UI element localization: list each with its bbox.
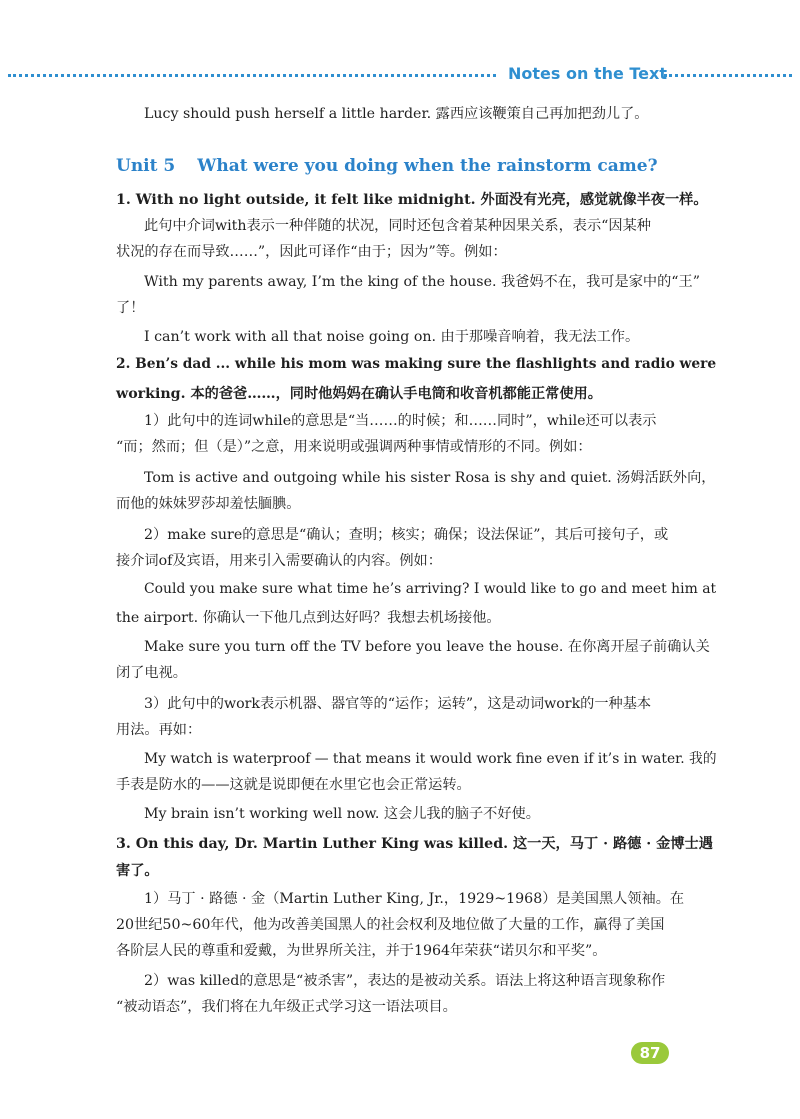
- example-line: With my parents away, I’m the king of the house. 我爸妈不在，我可是家中的“王”: [144, 274, 700, 290]
- example-line: Tom is active and outgoing while his sister Rosa is shy and quiet. 汤姆活跃外向，: [144, 470, 716, 486]
- example-line: Lucy should push herself a little harder. 露西应该鞭策自己再加把劲儿了。: [144, 106, 649, 122]
- example-line: 手表是防水的——这就是说即便在水里它也会正常运转。: [116, 777, 471, 793]
- paragraph-line: 2）was killed的意思是“被杀害”，表达的是被动关系。语法上将这种语言现象称作: [144, 973, 666, 989]
- paragraph-line: 各阶层人民的尊重和爱戴，为世界所关注，并于1964年荣获“诺贝尔和平奖”。: [116, 943, 607, 959]
- note-heading-1: 1. With no light outside, it felt like midnight. 外面没有光亮，感觉就像半夜一样。: [116, 192, 708, 208]
- example-line: Make sure you turn off the TV before you leave the house. 在你离开屋子前确认关: [144, 639, 710, 655]
- example-line: the airport. 你确认一下他几点到达好吗？我想去机场接他。: [116, 610, 501, 626]
- example-line: Could you make sure what time he’s arriving? I would like to go and meet him at: [144, 581, 717, 597]
- unit-heading: [116, 156, 658, 176]
- running-header: [0, 62, 800, 88]
- paragraph-line: 2）make sure的意思是“确认；查明；核实；确保；设法保证”，其后可接句子，或: [144, 527, 669, 543]
- unit-title: What were you doing when the rainstorm came?: [197, 156, 658, 176]
- example-line: 了！: [116, 300, 145, 316]
- note-heading-3-cont: 害了。: [116, 863, 159, 879]
- paragraph-line: 20世纪50~60年代，他为改善美国黑人的社会权利及地位做了大量的工作，赢得了美国: [116, 917, 665, 933]
- header-title: Notes on the Text: [508, 64, 667, 83]
- header-dotted-rule-right: [664, 74, 792, 77]
- example-line: 而他的妹妹罗莎却羞怯腼腆。: [116, 496, 301, 512]
- paragraph-line: 用法。再如：: [116, 722, 202, 738]
- note-heading-3: 3. On this day, Dr. Martin Luther King was killed. 这一天，马丁 · 路德 · 金博士遇: [116, 836, 713, 852]
- paragraph-line: 状况的存在而导致……”，因此可译作“由于；因为”等。例如：: [116, 244, 507, 260]
- paragraph-line: 1）此句中的连词while的意思是“当……的时候；和……同时”，while还可以表示: [144, 413, 657, 429]
- paragraph-line: “而；然而；但（是）”之意，用来说明或强调两种事情或情形的不同。例如：: [116, 439, 592, 455]
- paragraph-line: “被动语态”，我们将在九年级正式学习这一语法项目。: [116, 999, 457, 1015]
- paragraph-line: 接介词of及宾语，用来引入需要确认的内容。例如：: [116, 553, 442, 569]
- paragraph-line: 此句中介词with表示一种伴随的状况，同时还包含着某种因果关系，表示“因某种: [144, 218, 651, 234]
- header-dotted-rule-left: [8, 74, 496, 77]
- example-line: My brain isn’t working well now. 这会儿我的脑子不好使。: [144, 806, 540, 822]
- example-line: My watch is waterproof — that means it would work fine even if it’s in water. 我的: [144, 751, 717, 767]
- unit-label: Unit 5: [116, 156, 176, 176]
- page-number: 87: [631, 1042, 669, 1064]
- paragraph-line: 3）此句中的work表示机器、器官等的“运作；运转”，这是动词work的一种基本: [144, 696, 652, 712]
- example-line: 闭了电视。: [116, 665, 187, 681]
- note-heading-2-cont: working. 本的爸爸……，同时他妈妈在确认手电筒和收音机都能正常使用。: [116, 386, 602, 402]
- paragraph-line: 1）马丁 · 路德 · 金（Martin Luther King, Jr.，1929~1968）是美国黑人领袖。在: [144, 891, 685, 907]
- example-line: I can’t work with all that noise going on. 由于那噪音响着，我无法工作。: [144, 329, 640, 345]
- note-heading-2: 2. Ben’s dad ... while his mom was making sure the flashlights and radio were: [116, 356, 717, 372]
